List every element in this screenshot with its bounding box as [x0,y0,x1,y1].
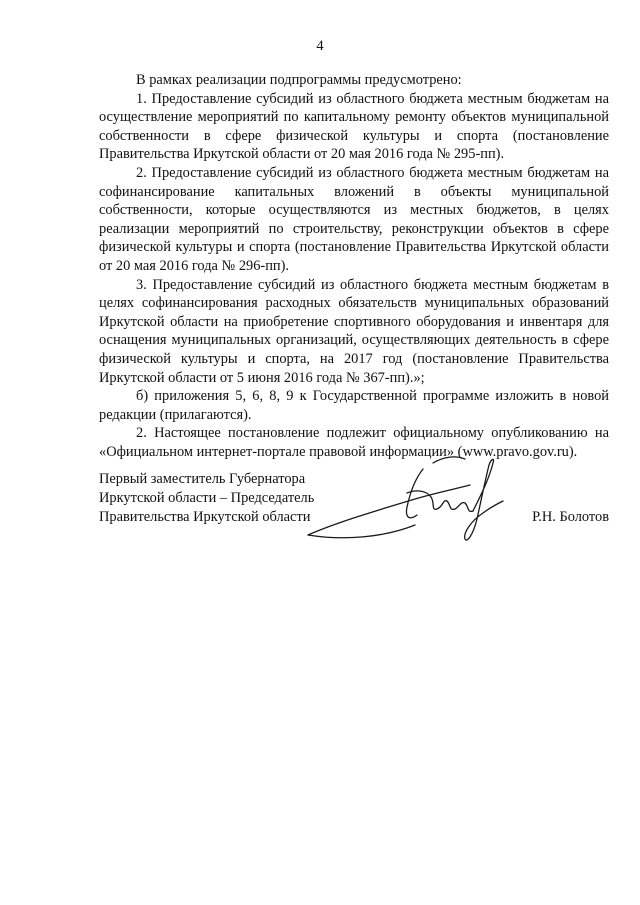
handwritten-signature [305,449,505,549]
paragraph-intro: В рамках реализации подпрограммы предусмотрено: [136,72,462,88]
paragraph-item-2: 2. Предоставление субсидий из областного бюджета местным бюджетам на софинансирование капитальных вложений в объекты муниципальной собственности, которые осуществляются из местных бюджетов, в целях реализации мероприятий по строительству, реконструкции объектов в сфере физической культуры и спорта (постановление Правительства Иркутской области от 20 мая 2016 года № 296-пп). [99,164,609,274]
paragraph-item-1: 1. Предоставление субсидий из областного бюджета местным бюджетам на осуществление мероприятий по капитальному ремонту объектов муниципальной собственности в сфере физической культуры и спорта (постановление Правительства Иркутской области от 20 мая 2016 года № 295-пп). [99,90,609,163]
paragraph-appendices: б) приложения 5, 6, 8, 9 к Государственной программе изложить в новой редакции (прилагаются). [99,388,609,423]
signatory-position-line: Иркутской области – Председатель [99,489,315,506]
paragraph-item-3: 3. Предоставление субсидий из областного бюджета местным бюджетам в целях софинансирования расходных обязательств муниципальных образований Иркутской области на приобретение спортивного оборудования и инвентаря для оснащения муниципальных организаций, осуществляющих деятельность в сфере физической культуры и спорта, на 2017 год (постановление Правительства Иркутской области от 5 июня 2016 года № 367-пп).»; [99,276,609,386]
page-number: 4 [316,38,324,54]
paragraph-publication: 2. Настоящее постановление подлежит официальному опубликованию на «Официальном интернет-портале правовой информации» (www.pravo.gov.ru). [99,425,609,460]
signatory-name: Р.Н. Болотов [532,508,609,525]
document-body [99,71,609,461]
signatory-position [99,470,314,526]
signatory-position-line: Правительства Иркутской области [99,508,311,525]
signatory-position-line: Первый заместитель Губернатора [99,471,306,487]
